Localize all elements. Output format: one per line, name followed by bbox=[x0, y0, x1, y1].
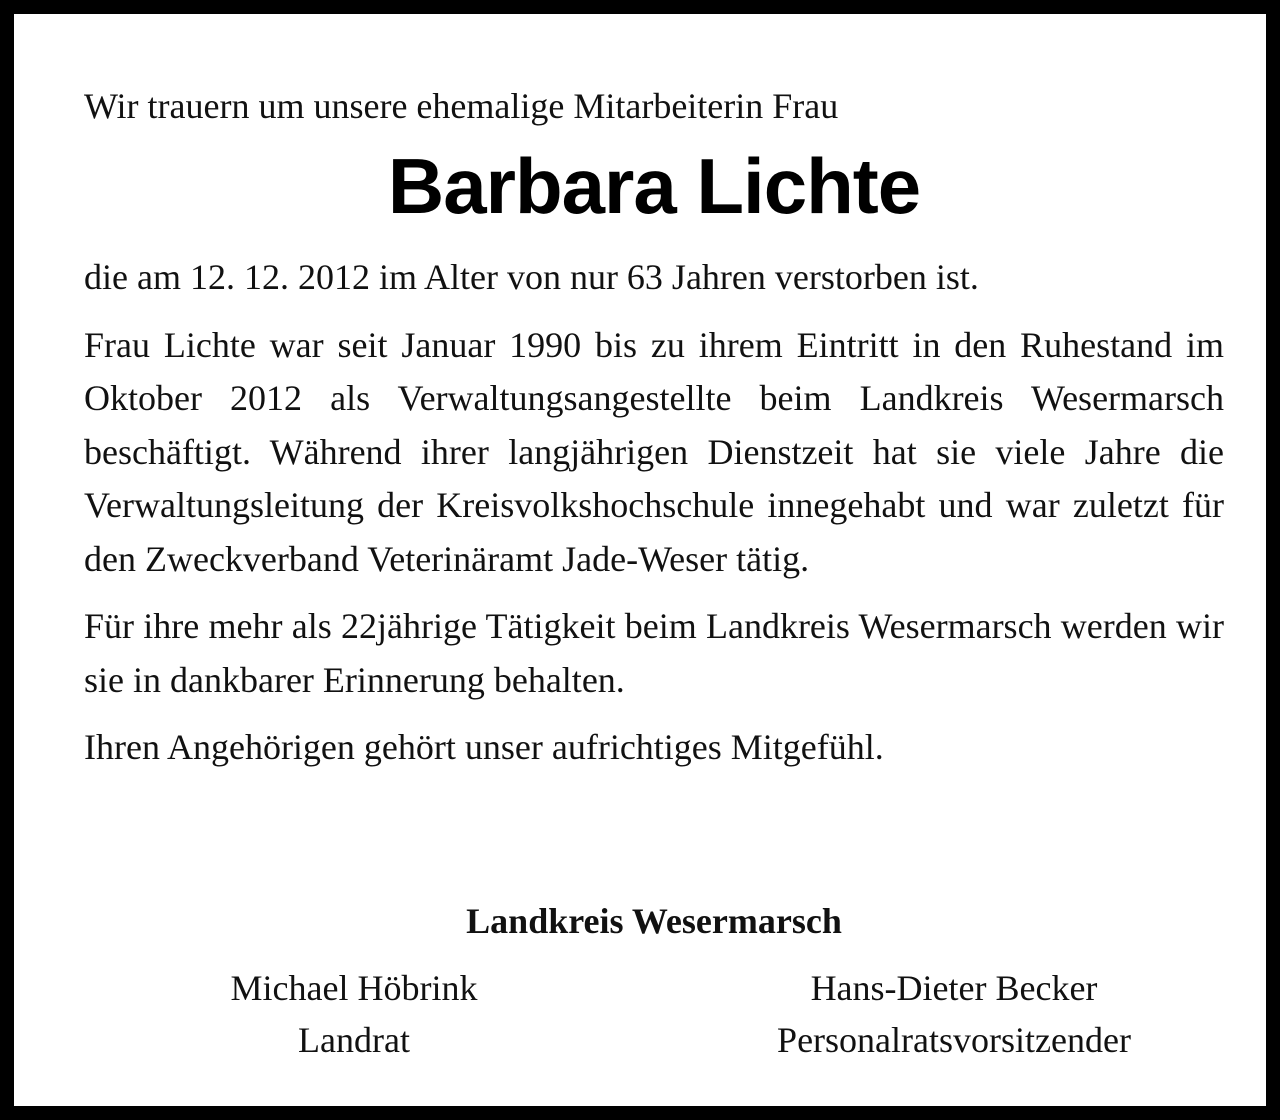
signer-role: Personalratsvorsitzender bbox=[777, 1020, 1131, 1060]
signature-block bbox=[84, 896, 1224, 1082]
signer-landrat bbox=[204, 962, 504, 1066]
obituary-notice bbox=[84, 84, 1224, 1060]
death-date-paragraph: die am 12. 12. 2012 im Alter von nur 63 Jahren verstorben ist. bbox=[84, 257, 979, 297]
organization-name: Landkreis Wesermarsch bbox=[466, 901, 842, 941]
deceased-name: Barbara Lichte bbox=[387, 142, 921, 230]
intro-line: Wir trauern um unsere ehemalige Mitarbeiterin Frau bbox=[84, 86, 839, 126]
notice-body bbox=[84, 251, 1224, 775]
remembrance-paragraph: Für ihre mehr als 22jährige Tätigkeit beim Landkreis Wesermarsch werden wir sie in dankbarer Erinnerung behalten. bbox=[84, 606, 1224, 700]
signer-personalrat bbox=[684, 962, 1224, 1066]
career-paragraph: Frau Lichte war seit Januar 1990 bis zu ihrem Eintritt in den Ruhestand im Oktober 2012 als Verwaltungsangestellte beim Landkreis Wesermarsch beschäftigt. Während ihrer langjährigen Dienstzeit hat sie viele Jahre die Verwaltungsleitung der Kreisvolkshochschule innegehabt und war zuletzt für den Zweckverband Veterinäramt Jade-Weser tätig. bbox=[84, 324, 1224, 579]
signer-role: Landrat bbox=[298, 1020, 410, 1060]
condolence-paragraph: Ihren Angehörigen gehört unser aufrichtiges Mitgefühl. bbox=[84, 727, 884, 767]
signer-name: Michael Höbrink bbox=[230, 968, 478, 1008]
signers bbox=[84, 962, 1224, 1082]
signer-name: Hans-Dieter Becker bbox=[810, 968, 1098, 1008]
